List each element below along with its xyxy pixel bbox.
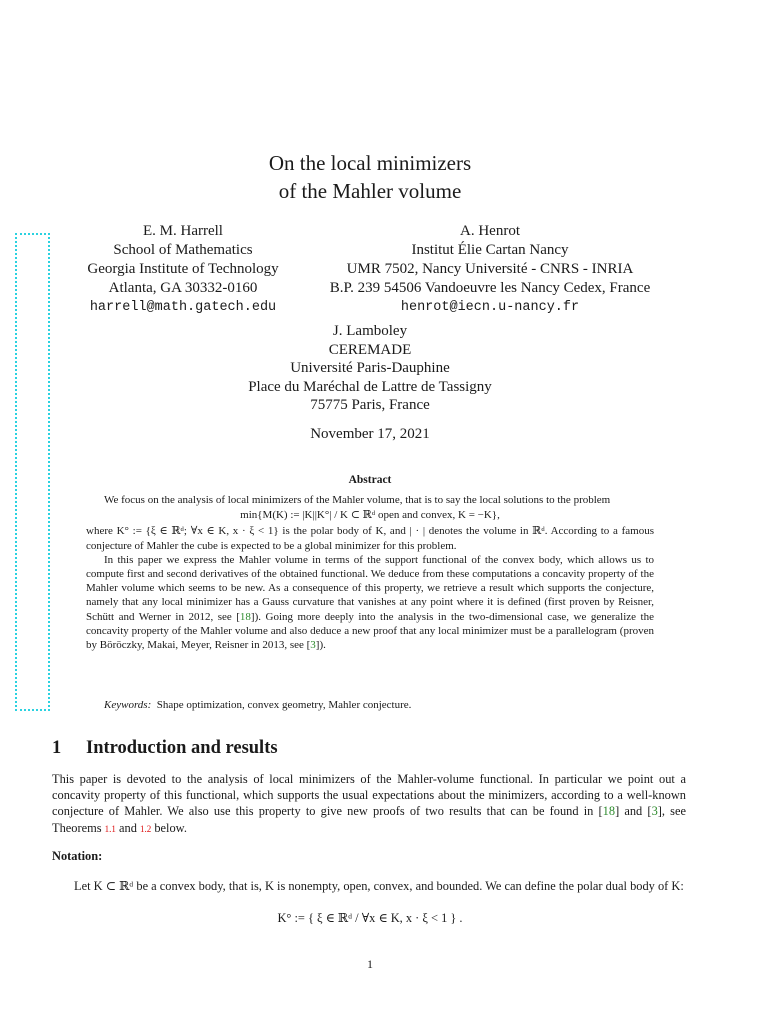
author-email[interactable]: harrell@math.gatech.edu <box>89 300 277 315</box>
author-block-harrell <box>62 222 304 317</box>
author-affiliation: UMR 7502, Nancy Université - CNRS - INRIA <box>346 261 634 277</box>
mahler-problem-formula: min{M(K) := |K||K°| / K ⊂ ℝᵈ open and convex, K = −K}, <box>240 509 500 522</box>
author-affiliation: Institut Élie Cartan Nancy <box>411 242 569 258</box>
keywords-label: Keywords: <box>104 699 152 711</box>
section-heading <box>52 738 278 759</box>
author-name: A. Henrot <box>460 223 520 239</box>
author-affiliation: CEREMADE <box>328 341 412 358</box>
title-line-1: On the local minimizers <box>268 151 472 175</box>
intro-paragraph: This paper is devoted to the analysis of local minimizers of the Mahler-volume functional. In particular we point out a concavity property of this functional, which supports the usual expectations about the minimizers, according to a well-known conjecture of Mahler. We also use this property to give new proofs of two results that can be found in [18] and [3], see Theorems 1.1 and 1.2 below. <box>52 772 686 835</box>
abstract-paragraph-1-cont: where K° := {ξ ∈ ℝᵈ; ∀x ∈ K, x · ξ < 1} is the polar body of K, and | · | denotes the volume in ℝᵈ. According to a famous conjecture of Mahler the cube is expected to be a global minimizer for this problem. <box>86 525 654 552</box>
section-title: Introduction and results <box>86 738 278 758</box>
author-block-henrot <box>310 222 670 317</box>
keywords-line <box>86 698 654 712</box>
paper-date: November 17, 2021 <box>310 426 430 442</box>
citation-link[interactable]: 18 <box>602 804 616 819</box>
theorem-link[interactable]: 1.2 <box>140 823 152 834</box>
author-block-lamboley <box>0 322 740 415</box>
abstract-paragraph-2: In this paper we express the Mahler volume in terms of the support functional of the convex body, which allows us to compute first and second derivatives of the obtained functional. We deduce from these computations a concavity property of the Mahler volume which seems to be new. As a consequence of this property, we retrieve a result which supports the conjecture, namely that any local minimizer has a Gauss curvature that vanishes at any point where it is defined (first proven by Reisner, Schütt and Werner in 2012, see [18]). Going more deeply into the analysis in the two-dimensional case, we generalize the concavity property of the Mahler volume and also deduce a new proof that any local minimizer must be a parallelogram (proven by Böröczky, Makai, Meyer, Reisner in 2013, see [3]). <box>86 553 654 652</box>
paper-title <box>0 149 740 205</box>
author-affiliation: School of Mathematics <box>113 242 253 258</box>
keywords-text: Shape optimization, convex geometry, Mahler conjecture. <box>156 699 412 711</box>
author-email[interactable]: henrot@iecn.u-nancy.fr <box>400 300 580 315</box>
polar-body-formula: K° := { ξ ∈ ℝᵈ / ∀x ∈ K, x · ξ < 1 } . <box>277 911 463 925</box>
author-affiliation: 75775 Paris, France <box>310 397 430 413</box>
section-number: 1 <box>52 738 62 758</box>
author-affiliation: Place du Maréchal de Lattre de Tassigny <box>248 378 492 395</box>
author-affiliation: Georgia Institute of Technology <box>87 261 279 277</box>
citation-link[interactable]: 3 <box>310 639 316 652</box>
citation-link[interactable]: 3 <box>651 804 658 819</box>
author-affiliation: Atlanta, GA 30332-0160 <box>108 280 258 296</box>
abstract-body <box>86 493 654 652</box>
link-annotation-box[interactable] <box>15 233 50 711</box>
abstract-heading: Abstract <box>348 474 392 486</box>
author-affiliation: Université Paris-Dauphine <box>290 360 450 376</box>
abstract-paragraph-1: We focus on the analysis of local minimizers of the Mahler volume, that is to say the local solutions to the problem <box>104 494 611 506</box>
citation-link[interactable]: 18 <box>239 610 251 623</box>
page-number: 1 <box>367 957 373 971</box>
author-affiliation: B.P. 239 54506 Vandoeuvre les Nancy Cedex, France <box>329 280 651 296</box>
notation-paragraph: Let K ⊂ ℝᵈ be a convex body, that is, K is nonempty, open, convex, and bounded. We can define the polar dual body of K: <box>74 879 684 893</box>
theorem-link[interactable]: 1.1 <box>104 823 116 834</box>
author-name: J. Lamboley <box>332 323 408 339</box>
author-name: E. M. Harrell <box>143 223 223 239</box>
title-line-2: of the Mahler volume <box>278 179 462 203</box>
notation-heading: Notation: <box>52 849 103 863</box>
